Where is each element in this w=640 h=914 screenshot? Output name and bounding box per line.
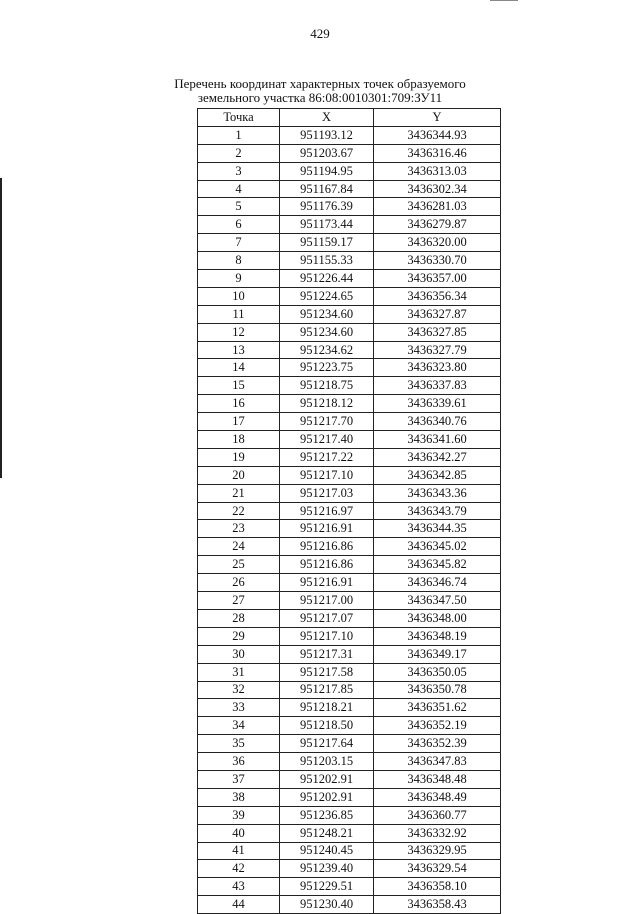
cell-point: 1	[198, 126, 280, 144]
table-row	[198, 377, 501, 395]
table-row	[198, 305, 501, 323]
table-row	[198, 323, 501, 341]
table-row	[198, 753, 501, 771]
cell-point: 13	[198, 341, 280, 359]
cell-y: 3436357.00	[374, 270, 501, 288]
title-line-1: Перечень координат характерных точек образуемого	[174, 76, 466, 91]
cell-y: 3436345.82	[374, 556, 501, 574]
coordinates-table	[197, 108, 501, 914]
cell-point: 28	[198, 609, 280, 627]
cell-y: 3436279.87	[374, 216, 501, 234]
table-row	[198, 252, 501, 270]
cell-point: 42	[198, 860, 280, 878]
cell-x: 951218.75	[280, 377, 374, 395]
cell-point: 21	[198, 484, 280, 502]
cell-y: 3436350.05	[374, 663, 501, 681]
cell-x: 951159.17	[280, 234, 374, 252]
cell-point: 2	[198, 144, 280, 162]
cell-x: 951217.22	[280, 448, 374, 466]
cell-point: 22	[198, 502, 280, 520]
cell-x: 951234.60	[280, 305, 374, 323]
cell-point: 39	[198, 806, 280, 824]
cell-y: 3436356.34	[374, 287, 501, 305]
cell-point: 32	[198, 681, 280, 699]
cell-x: 951216.91	[280, 520, 374, 538]
cell-x: 951155.33	[280, 252, 374, 270]
cell-y: 3436302.34	[374, 180, 501, 198]
cell-y: 3436281.03	[374, 198, 501, 216]
cell-point: 16	[198, 395, 280, 413]
cell-y: 3436349.17	[374, 645, 501, 663]
cell-x: 951203.15	[280, 753, 374, 771]
cell-y: 3436344.93	[374, 126, 501, 144]
cell-x: 951176.39	[280, 198, 374, 216]
cell-x: 951248.21	[280, 824, 374, 842]
cell-point: 31	[198, 663, 280, 681]
cell-y: 3436350.78	[374, 681, 501, 699]
column-header-point: Точка	[198, 109, 280, 127]
cell-point: 36	[198, 753, 280, 771]
cell-point: 43	[198, 878, 280, 896]
table-row	[198, 860, 501, 878]
cell-x: 951216.97	[280, 502, 374, 520]
cell-point: 5	[198, 198, 280, 216]
cell-x: 951217.40	[280, 431, 374, 449]
table-row	[198, 162, 501, 180]
cell-point: 7	[198, 234, 280, 252]
cell-x: 951217.10	[280, 627, 374, 645]
document-title	[170, 77, 470, 105]
scan-edge-mark	[0, 178, 2, 478]
cell-point: 20	[198, 466, 280, 484]
cell-x: 951216.91	[280, 574, 374, 592]
cell-point: 24	[198, 538, 280, 556]
cell-x: 951217.70	[280, 413, 374, 431]
cell-y: 3436339.61	[374, 395, 501, 413]
cell-x: 951194.95	[280, 162, 374, 180]
cell-x: 951239.40	[280, 860, 374, 878]
cell-y: 3436343.36	[374, 484, 501, 502]
cell-point: 34	[198, 717, 280, 735]
cell-x: 951216.86	[280, 556, 374, 574]
cell-y: 3436327.85	[374, 323, 501, 341]
table-row	[198, 770, 501, 788]
table-row	[198, 144, 501, 162]
cell-x: 951217.03	[280, 484, 374, 502]
cell-point: 10	[198, 287, 280, 305]
cell-y: 3436351.62	[374, 699, 501, 717]
cell-x: 951217.64	[280, 735, 374, 753]
cell-y: 3436327.87	[374, 305, 501, 323]
cell-point: 19	[198, 448, 280, 466]
cell-y: 3436313.03	[374, 162, 501, 180]
cell-x: 951223.75	[280, 359, 374, 377]
cell-point: 17	[198, 413, 280, 431]
scan-dust-top	[490, 0, 518, 1]
cell-point: 38	[198, 788, 280, 806]
cell-x: 951217.31	[280, 645, 374, 663]
table-row	[198, 341, 501, 359]
cell-y: 3436332.92	[374, 824, 501, 842]
table-row	[198, 681, 501, 699]
table-row	[198, 663, 501, 681]
table-header-row	[198, 109, 501, 127]
cell-y: 3436345.02	[374, 538, 501, 556]
cell-point: 11	[198, 305, 280, 323]
table-row	[198, 806, 501, 824]
cell-point: 37	[198, 770, 280, 788]
table-row	[198, 717, 501, 735]
cell-point: 30	[198, 645, 280, 663]
column-header-x: X	[280, 109, 374, 127]
table-row	[198, 788, 501, 806]
cell-point: 25	[198, 556, 280, 574]
cell-y: 3436358.43	[374, 896, 501, 914]
cell-x: 951217.85	[280, 681, 374, 699]
cell-y: 3436346.74	[374, 574, 501, 592]
table-row	[198, 359, 501, 377]
cell-y: 3436329.54	[374, 860, 501, 878]
cell-y: 3436352.39	[374, 735, 501, 753]
cell-y: 3436343.79	[374, 502, 501, 520]
table-row	[198, 574, 501, 592]
table-row	[198, 556, 501, 574]
cell-point: 18	[198, 431, 280, 449]
table-row	[198, 824, 501, 842]
table-row	[198, 395, 501, 413]
cell-x: 951218.21	[280, 699, 374, 717]
table-row	[198, 735, 501, 753]
cell-point: 35	[198, 735, 280, 753]
table-row	[198, 592, 501, 610]
cell-x: 951218.50	[280, 717, 374, 735]
table-row	[198, 216, 501, 234]
cell-point: 29	[198, 627, 280, 645]
cell-y: 3436344.35	[374, 520, 501, 538]
cell-y: 3436348.00	[374, 609, 501, 627]
cell-x: 951226.44	[280, 270, 374, 288]
page-number: 429	[310, 26, 330, 41]
cell-y: 3436327.79	[374, 341, 501, 359]
cell-x: 951202.91	[280, 770, 374, 788]
cell-y: 3436360.77	[374, 806, 501, 824]
cell-y: 3436342.85	[374, 466, 501, 484]
cell-y: 3436347.83	[374, 753, 501, 771]
cell-y: 3436348.49	[374, 788, 501, 806]
table-row	[198, 448, 501, 466]
cell-y: 3436337.83	[374, 377, 501, 395]
table-row	[198, 180, 501, 198]
cell-point: 44	[198, 896, 280, 914]
cell-y: 3436323.80	[374, 359, 501, 377]
cell-x: 951234.62	[280, 341, 374, 359]
cell-point: 6	[198, 216, 280, 234]
cell-point: 14	[198, 359, 280, 377]
cell-x: 951193.12	[280, 126, 374, 144]
cell-point: 41	[198, 842, 280, 860]
table-row	[198, 520, 501, 538]
cell-x: 951216.86	[280, 538, 374, 556]
cell-y: 3436348.48	[374, 770, 501, 788]
cell-x: 951173.44	[280, 216, 374, 234]
column-header-y: Y	[374, 109, 501, 127]
table-row	[198, 502, 501, 520]
cell-y: 3436316.46	[374, 144, 501, 162]
table-row	[198, 198, 501, 216]
cell-x: 951217.10	[280, 466, 374, 484]
table-row	[198, 270, 501, 288]
cell-point: 23	[198, 520, 280, 538]
cell-x: 951217.07	[280, 609, 374, 627]
cell-y: 3436348.19	[374, 627, 501, 645]
table-row	[198, 126, 501, 144]
cell-y: 3436342.27	[374, 448, 501, 466]
cell-y: 3436329.95	[374, 842, 501, 860]
cell-point: 33	[198, 699, 280, 717]
table-row	[198, 645, 501, 663]
table-row	[198, 538, 501, 556]
cell-x: 951229.51	[280, 878, 374, 896]
cell-x: 951202.91	[280, 788, 374, 806]
cell-point: 12	[198, 323, 280, 341]
table-row	[198, 466, 501, 484]
cell-x: 951217.58	[280, 663, 374, 681]
table-row	[198, 609, 501, 627]
cell-y: 3436330.70	[374, 252, 501, 270]
table-row	[198, 431, 501, 449]
table-row	[198, 842, 501, 860]
cell-point: 4	[198, 180, 280, 198]
table-row	[198, 627, 501, 645]
cell-x: 951234.60	[280, 323, 374, 341]
cell-y: 3436320.00	[374, 234, 501, 252]
cell-y: 3436347.50	[374, 592, 501, 610]
cell-y: 3436340.76	[374, 413, 501, 431]
cell-x: 951167.84	[280, 180, 374, 198]
cell-point: 26	[198, 574, 280, 592]
cell-point: 15	[198, 377, 280, 395]
cell-point: 40	[198, 824, 280, 842]
cell-y: 3436352.19	[374, 717, 501, 735]
cell-x: 951224.65	[280, 287, 374, 305]
cell-y: 3436358.10	[374, 878, 501, 896]
table-row	[198, 878, 501, 896]
cell-x: 951230.40	[280, 896, 374, 914]
table-body	[198, 126, 501, 913]
cell-x: 951217.00	[280, 592, 374, 610]
cell-x: 951203.67	[280, 144, 374, 162]
table-row	[198, 699, 501, 717]
title-line-2: земельного участка 86:08:0010301:709:ЗУ11	[197, 90, 443, 105]
table-row	[198, 413, 501, 431]
table-row	[198, 287, 501, 305]
cell-x: 951218.12	[280, 395, 374, 413]
cell-y: 3436341.60	[374, 431, 501, 449]
cell-point: 3	[198, 162, 280, 180]
cell-point: 9	[198, 270, 280, 288]
cell-x: 951240.45	[280, 842, 374, 860]
table-row	[198, 234, 501, 252]
table-row	[198, 484, 501, 502]
cell-x: 951236.85	[280, 806, 374, 824]
cell-point: 8	[198, 252, 280, 270]
cell-point: 27	[198, 592, 280, 610]
